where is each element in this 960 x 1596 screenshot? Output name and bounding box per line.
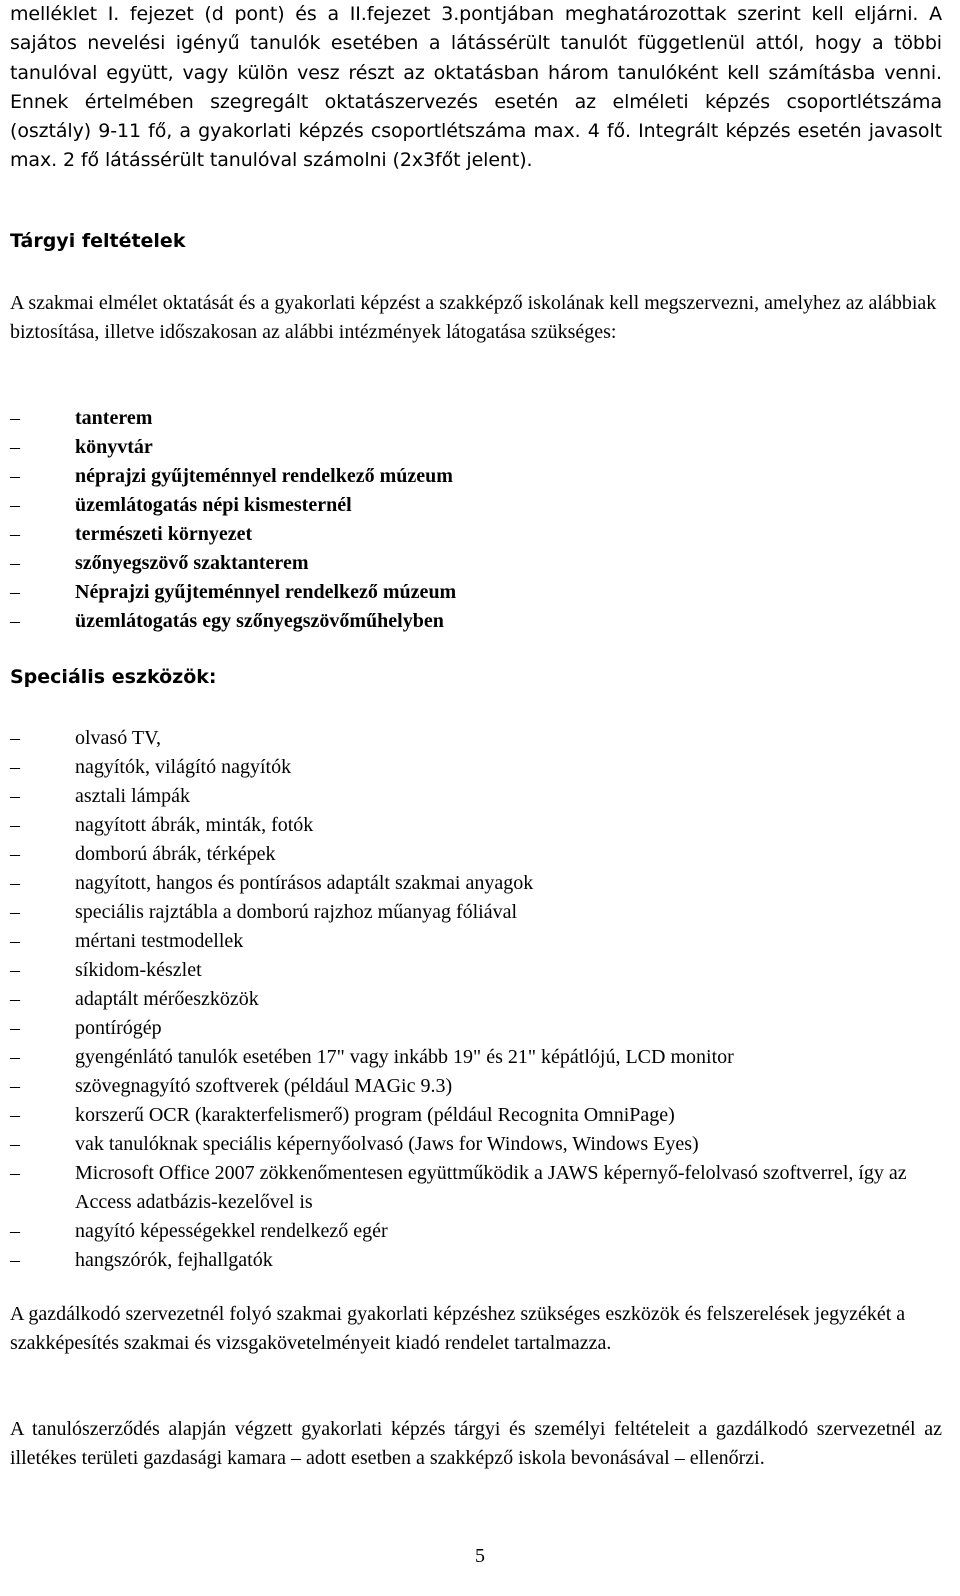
dash-bullet: – — [10, 407, 20, 429]
closing-paragraph-2: A tanulószerződés alapján végzett gyakorlati képzés tárgyi és személyi feltételeit a gazdálkodó szervezetnél az illetékes területi gazdasági kamara – adott esetben a szakképző iskola bevonásával – ellenőrzi. — [10, 1418, 942, 1469]
list-item: – asztali lámpák — [10, 782, 942, 811]
intro-paragraph: melléklet I. fejezet (d pont) és a II.fejezet 3.pontjában meghatározottak szerint kell eljárni. A sajátos nevelési igényű tanulók esetében a látássérült tanulót függetlenül attól, hogy a többi tanulóval együtt, vagy külön vesz részt az oktatásban három tanulóként kell számításba venni. Ennek értelmében szegregált oktatászervezés esetén az elméleti képzés csoportlétszáma (osztály) 9-11 fő, a gyakorlati képzés csoportlétszáma max. 4 fő. Integrált képzés esetén javasolt max. 2 fő látássérült tanulóval számolni (2x3főt jelent). — [10, 3, 942, 172]
dash-bullet: – — [10, 523, 20, 545]
section1-paragraph: A szakmai elmélet oktatását és a gyakorlati képzést a szakképző iskolának kell megszervezni, amelyhez az alábbiak biztosítása, illetve időszakosan az alábbi intézmények látogatása szükséges: — [10, 292, 937, 343]
list-item: – szövegnagyító szoftverek (például MAGic 9.3) — [10, 1072, 942, 1101]
list-item: – síkidom-készlet — [10, 956, 942, 985]
list-item: – nagyító képességekkel rendelkező egér — [10, 1217, 942, 1246]
dash-bullet: – — [10, 1104, 20, 1126]
list-item: – pontírógép — [10, 1014, 942, 1043]
dash-bullet: – — [10, 756, 20, 778]
dash-bullet: – — [10, 1220, 20, 1242]
dash-bullet: – — [10, 494, 20, 516]
list-item: – speciális rajztábla a domború rajzhoz műanyag fóliával — [10, 898, 942, 927]
list-item: – mértani testmodellek — [10, 927, 942, 956]
dash-bullet: – — [10, 814, 20, 836]
list-item: – üzemlátogatás népi kismesternél — [10, 491, 942, 520]
list-item: – adaptált mérőeszközök — [10, 985, 942, 1014]
dash-bullet: – — [10, 465, 20, 487]
dash-bullet: – — [10, 581, 20, 603]
dash-bullet: – — [10, 785, 20, 807]
list-item: – olvasó TV, — [10, 724, 942, 753]
list-item: – könyvtár — [10, 433, 942, 462]
list-item: – domború ábrák, térképek — [10, 840, 942, 869]
dash-bullet: – — [10, 1017, 20, 1039]
dash-bullet: – — [10, 1162, 20, 1184]
list-item: – nagyított ábrák, minták, fotók — [10, 811, 942, 840]
list-item: – vak tanulóknak speciális képernyőolvasó (Jaws for Windows, Windows Eyes) — [10, 1130, 942, 1159]
list-item: – tanterem — [10, 404, 942, 433]
dash-bullet: – — [10, 843, 20, 865]
list-item: – gyengénlátó tanulók esetében 17" vagy inkább 19" és 21" képátlójú, LCD monitor — [10, 1043, 942, 1072]
list-item: – szőnyegszövő szaktanterem — [10, 549, 942, 578]
list-item: – nagyított, hangos és pontírásos adaptált szakmai anyagok — [10, 869, 942, 898]
dash-bullet: – — [10, 959, 20, 981]
dash-bullet: – — [10, 436, 20, 458]
dash-bullet: – — [10, 988, 20, 1010]
list-item: – nagyítók, világító nagyítók — [10, 753, 942, 782]
list-item: – üzemlátogatás egy szőnyegszövőműhelyben — [10, 607, 942, 636]
dash-bullet: – — [10, 610, 20, 632]
section-heading-targyi-feltetelek: Tárgyi feltételek — [10, 230, 186, 252]
list-item: – hangszórók, fejhallgatók — [10, 1246, 942, 1275]
section-heading-specialis-eszkozok: Speciális eszközök: — [10, 666, 217, 688]
dash-bullet: – — [10, 727, 20, 749]
list-item: – néprajzi gyűjteménnyel rendelkező múzeum — [10, 462, 942, 491]
facility-list — [10, 404, 942, 636]
list-item: – Microsoft Office 2007 zökkenőmentesen együttműködik a JAWS képernyő-felolvasó szoftverrel, így az Access adatbázis-kezelővel is — [10, 1159, 942, 1217]
dash-bullet: – — [10, 1075, 20, 1097]
dash-bullet: – — [10, 552, 20, 574]
dash-bullet: – — [10, 1133, 20, 1155]
document-page — [10, 0, 942, 1567]
closing-paragraph-1: A gazdálkodó szervezetnél folyó szakmai gyakorlati képzéshez szükséges eszközök és felszerelések jegyzékét a szakképesítés szakmai és vizsgakövetelményeit kiadó rendelet tartalmazza. — [10, 1303, 906, 1354]
dash-bullet: – — [10, 1046, 20, 1068]
page-number: 5 — [475, 1545, 485, 1567]
dash-bullet: – — [10, 872, 20, 894]
list-item: – természeti környezet — [10, 520, 942, 549]
special-tools-list — [10, 724, 942, 1275]
dash-bullet: – — [10, 930, 20, 952]
list-item: – korszerű OCR (karakterfelismerő) program (például Recognita OmniPage) — [10, 1101, 942, 1130]
dash-bullet: – — [10, 1249, 20, 1271]
list-item: – Néprajzi gyűjteménnyel rendelkező múzeum — [10, 578, 942, 607]
dash-bullet: – — [10, 901, 20, 923]
